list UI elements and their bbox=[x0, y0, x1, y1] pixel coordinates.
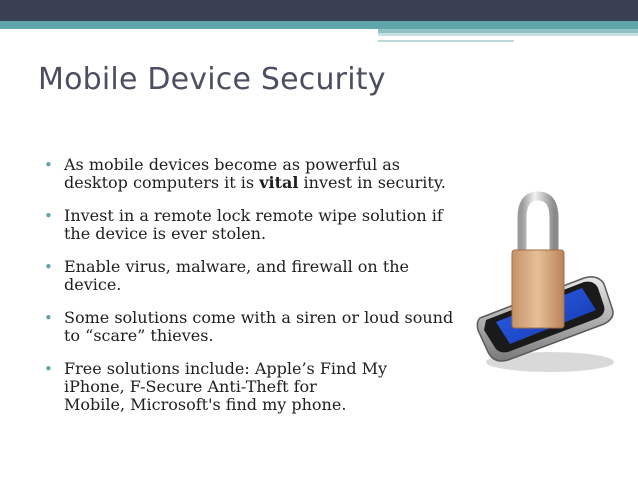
phone-padlock-image bbox=[472, 190, 622, 380]
bullet-item bbox=[44, 258, 464, 294]
bullet-text-line: the device is ever stolen. bbox=[64, 224, 267, 243]
bullet-marker: • bbox=[44, 309, 53, 327]
bullet-text-line: Enable virus, malware, and firewall on the bbox=[64, 257, 410, 276]
bullet-text-line: Mobile, Microsoft's find my phone. bbox=[64, 395, 347, 414]
bullet-text-line: As mobile devices become as powerful as bbox=[64, 155, 401, 174]
bullet-text-line: Some solutions come with a siren or loud sound bbox=[64, 308, 454, 327]
bullet-text-line: iPhone, F-Secure Anti-Theft for bbox=[64, 377, 317, 396]
bullet-marker: • bbox=[44, 258, 53, 276]
bullet-marker: • bbox=[44, 156, 53, 174]
bullet-text-line: to “scare” thieves. bbox=[64, 326, 214, 345]
padlock-body-icon bbox=[512, 250, 564, 328]
bullet-text-segment: desktop computers it is bbox=[64, 173, 260, 192]
bullet-text-line: Free solutions include: Apple’s Find My bbox=[64, 359, 388, 378]
bullet-marker: • bbox=[44, 360, 53, 378]
header-accent-strip-light bbox=[378, 33, 638, 36]
bullet-item bbox=[44, 360, 464, 414]
bullet-item bbox=[44, 309, 464, 345]
bullet-item bbox=[44, 207, 464, 243]
bullet-list bbox=[44, 156, 464, 429]
slide-title: Mobile Device Security bbox=[38, 62, 386, 97]
bullet-marker: • bbox=[44, 207, 53, 225]
header-band-dark bbox=[0, 0, 638, 21]
bullet-text-segment: invest in security. bbox=[298, 173, 446, 192]
bullet-item bbox=[44, 156, 464, 192]
phone-padlock-illustration bbox=[472, 190, 622, 380]
header-accent-line bbox=[378, 40, 514, 42]
bullet-text-emphasis: vital bbox=[259, 173, 299, 192]
bullet-text-line: Invest in a remote lock remote wipe solution if bbox=[64, 206, 443, 225]
bullet-text-line: device. bbox=[64, 275, 122, 294]
header-band-teal bbox=[0, 21, 638, 29]
